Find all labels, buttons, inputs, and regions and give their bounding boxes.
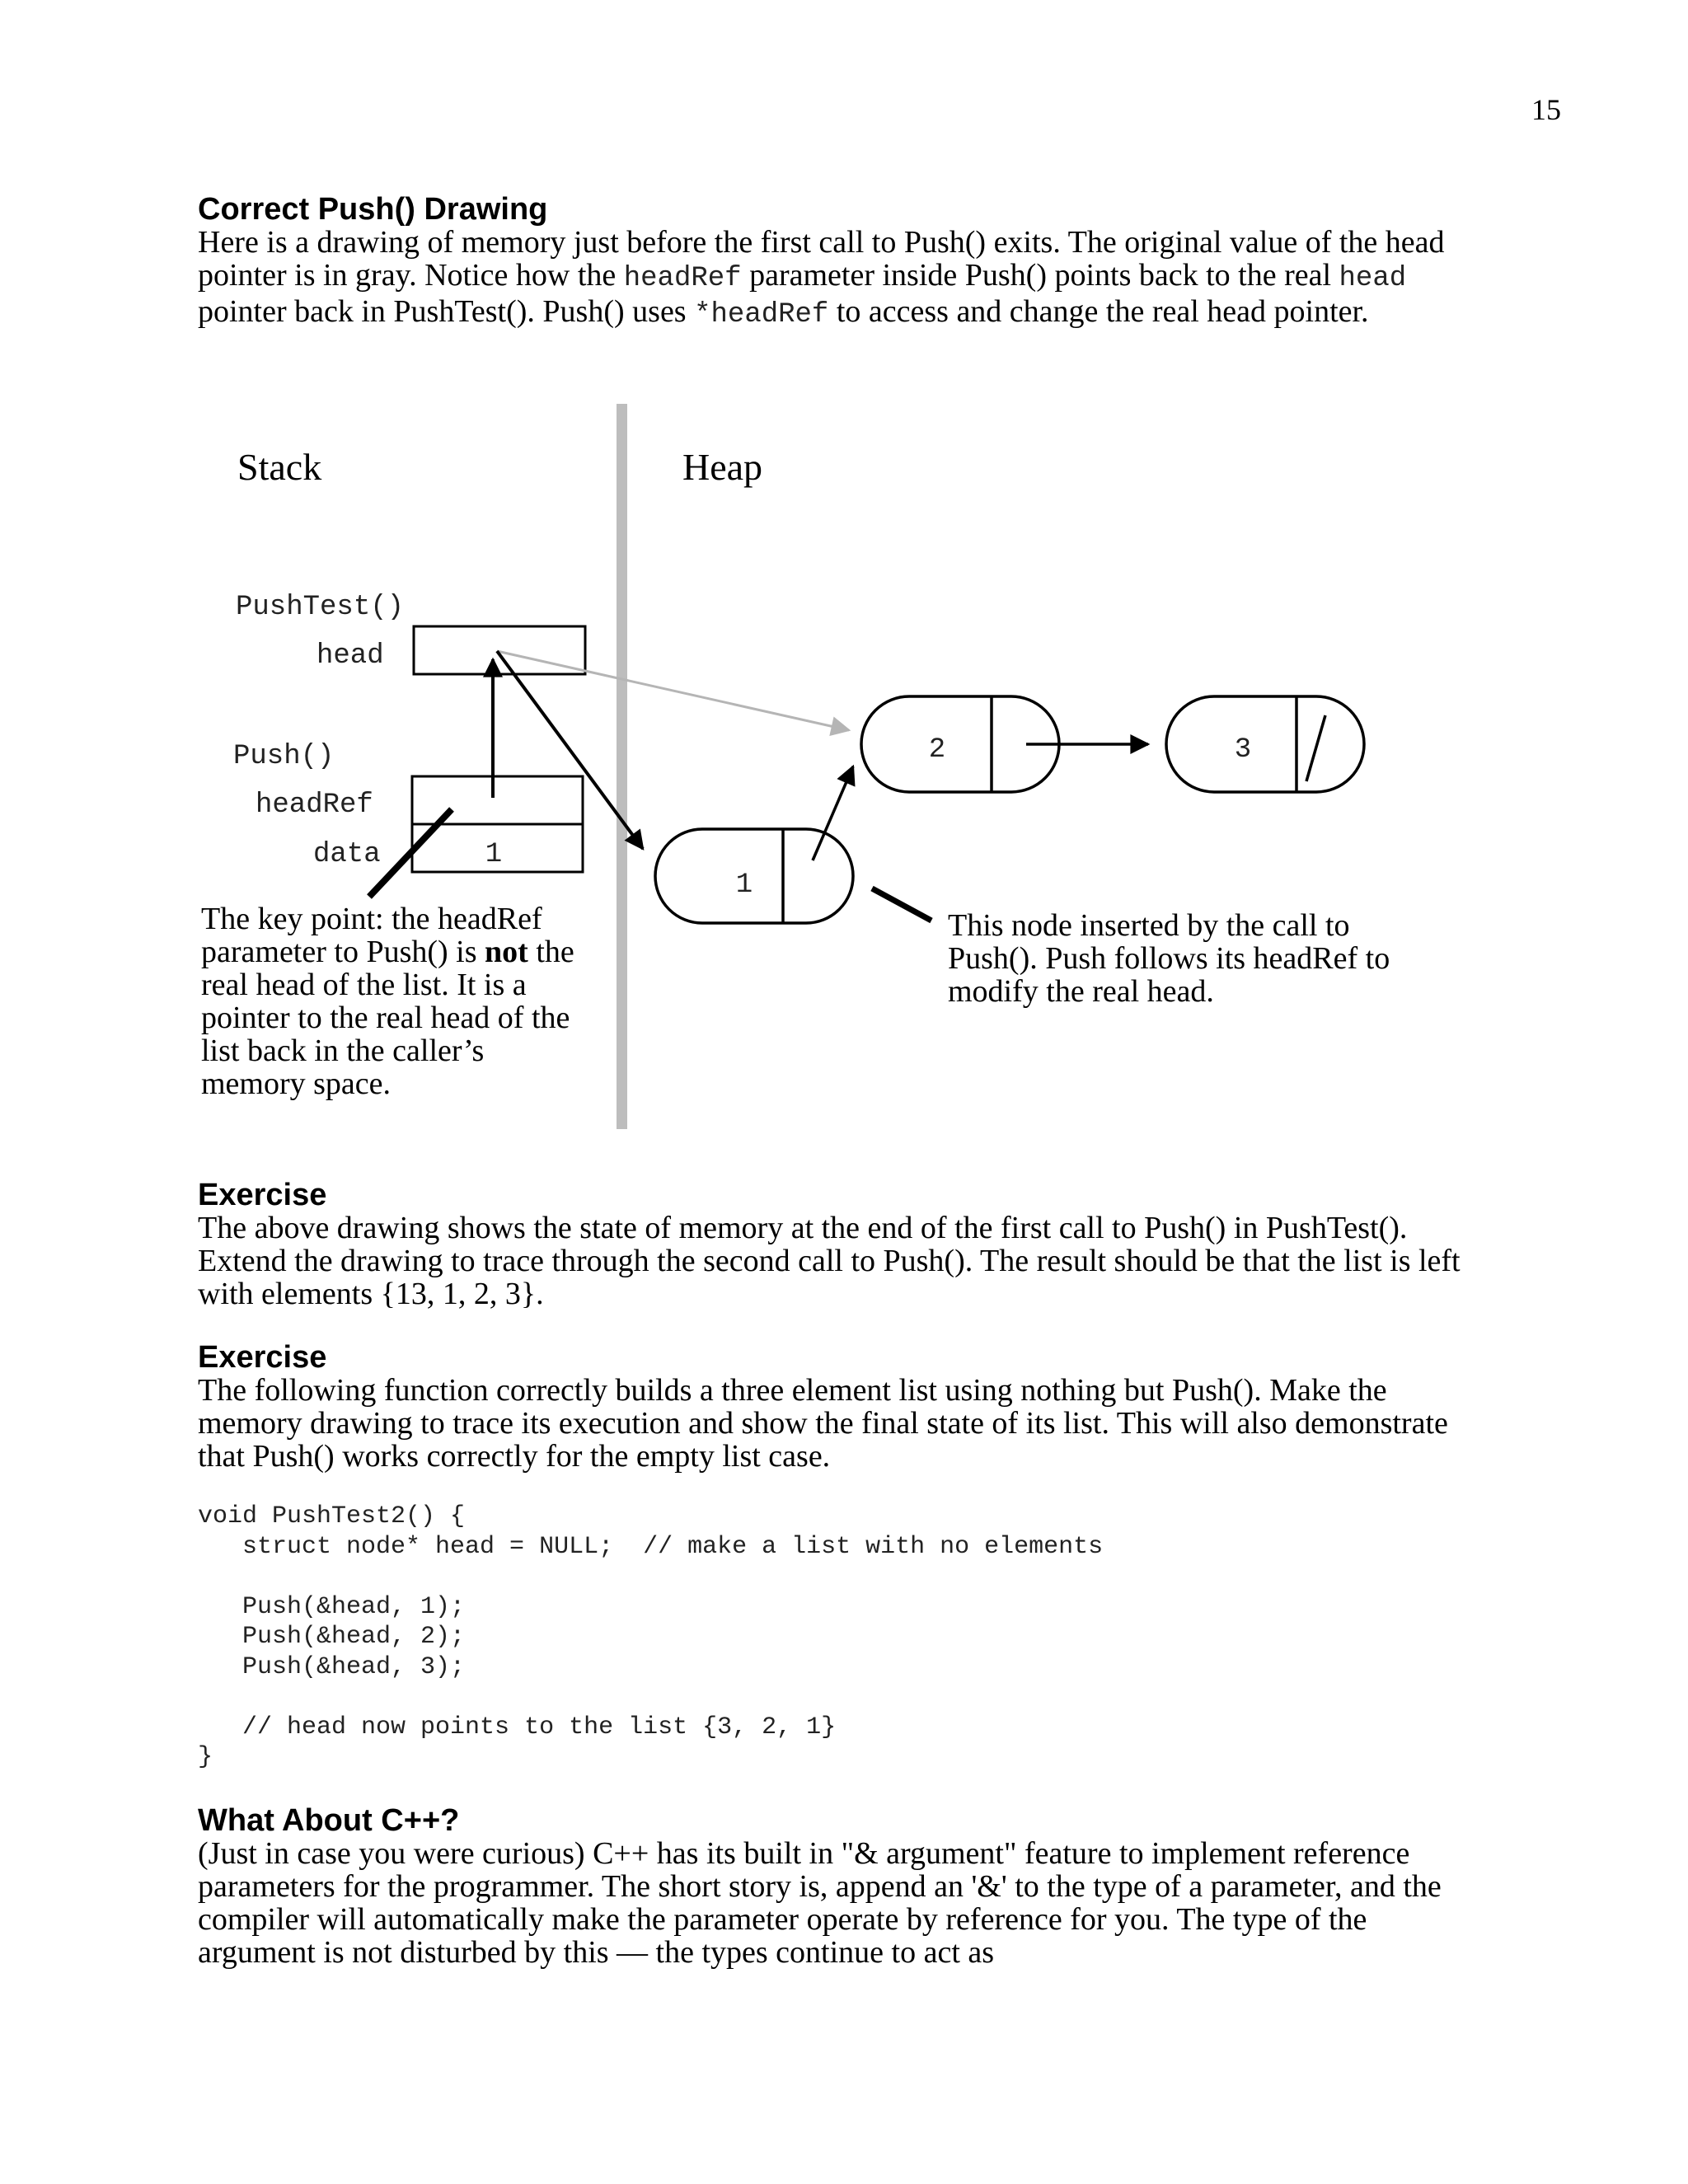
code-deref-headref: *headRef	[694, 299, 829, 330]
headref-label: headRef	[256, 790, 373, 821]
intro-text-1: Here is a drawing of memory just before the first call to Push() exits. The original value of the head pointer is in gray. Notice how the	[198, 225, 1445, 293]
push-frame-label: Push()	[233, 741, 335, 772]
heap-label: Heap	[682, 446, 763, 488]
head-label: head	[316, 640, 384, 672]
intro-text-3: pointer back in PushTest(). Push() uses	[198, 294, 695, 329]
stack-heap-divider	[617, 404, 627, 1129]
pushtest-frame-label: PushTest()	[236, 592, 405, 623]
heap-node-3	[1166, 696, 1364, 792]
section-heading-cpp: What About C++?	[198, 1803, 460, 1838]
stack-label: Stack	[237, 446, 322, 488]
exercise-text-2: The following function correctly builds a three element list using nothing but Push(). Make the memory drawing to trace its execution and show the final state of its list. This will also demonstrate that Push() works correctly for the empty list case.	[198, 1373, 1448, 1474]
node-note-leader	[872, 888, 931, 921]
data-value: 1	[485, 839, 503, 870]
page-number: 15	[1531, 93, 1561, 126]
node-new-value: 1	[735, 869, 753, 901]
exercise-text-1: The above drawing shows the state of memory at the end of the first call to Push() in PushTest(). Extend the drawing to trace through the second call to Push(). The result should be that the list is left with elements {13, 1, 2, 3}.	[198, 1211, 1461, 1311]
section-heading-correct-push: Correct Push() Drawing	[198, 192, 548, 227]
heap-node-new	[655, 829, 853, 923]
cpp-paragraph: (Just in case you were curious) C++ has its built in "& argument" feature to implement reference parameters for the programmer. The short story is, append an '&' to the type of a parameter, and the compiler will automatically make the parameter operate by reference for you. The type of the argument is not disturbed by this — the types continue to act as	[198, 1836, 1442, 1970]
node-inserted-note: This node inserted by the call to Push(). Push follows its headRef to modify the real head.	[948, 908, 1390, 1009]
node-3-value: 3	[1234, 734, 1252, 766]
data-label: data	[313, 839, 381, 870]
node-2-value: 2	[928, 734, 946, 766]
intro-text-4: to access and change the real head pointer.	[828, 294, 1369, 329]
intro-text-2: parameter inside Push() points back to the real	[741, 258, 1339, 293]
gray-original-head-arrow	[497, 651, 849, 730]
exercise-heading-2: Exercise	[198, 1340, 327, 1375]
key-point-leader	[369, 809, 452, 897]
code-headref: headRef	[623, 263, 742, 294]
head-pointer-box	[414, 626, 585, 674]
key-point-note: The key point: the headRef parameter to Push() is not the real head of the list. It is a pointer to the real head of the list back in the caller’s memory space.	[201, 902, 574, 1101]
exercise-heading-1: Exercise	[198, 1178, 327, 1212]
headref-box	[412, 776, 583, 824]
code-head: head	[1339, 263, 1407, 294]
code-block-pushtest2: void PushTest2() { struct node* head = NULL; // make a list with no elements Push(&head, 1); Push(&head, 2); Push(&head, 3); // head now points to the list {3, 2, 1} }	[198, 1502, 1104, 1771]
